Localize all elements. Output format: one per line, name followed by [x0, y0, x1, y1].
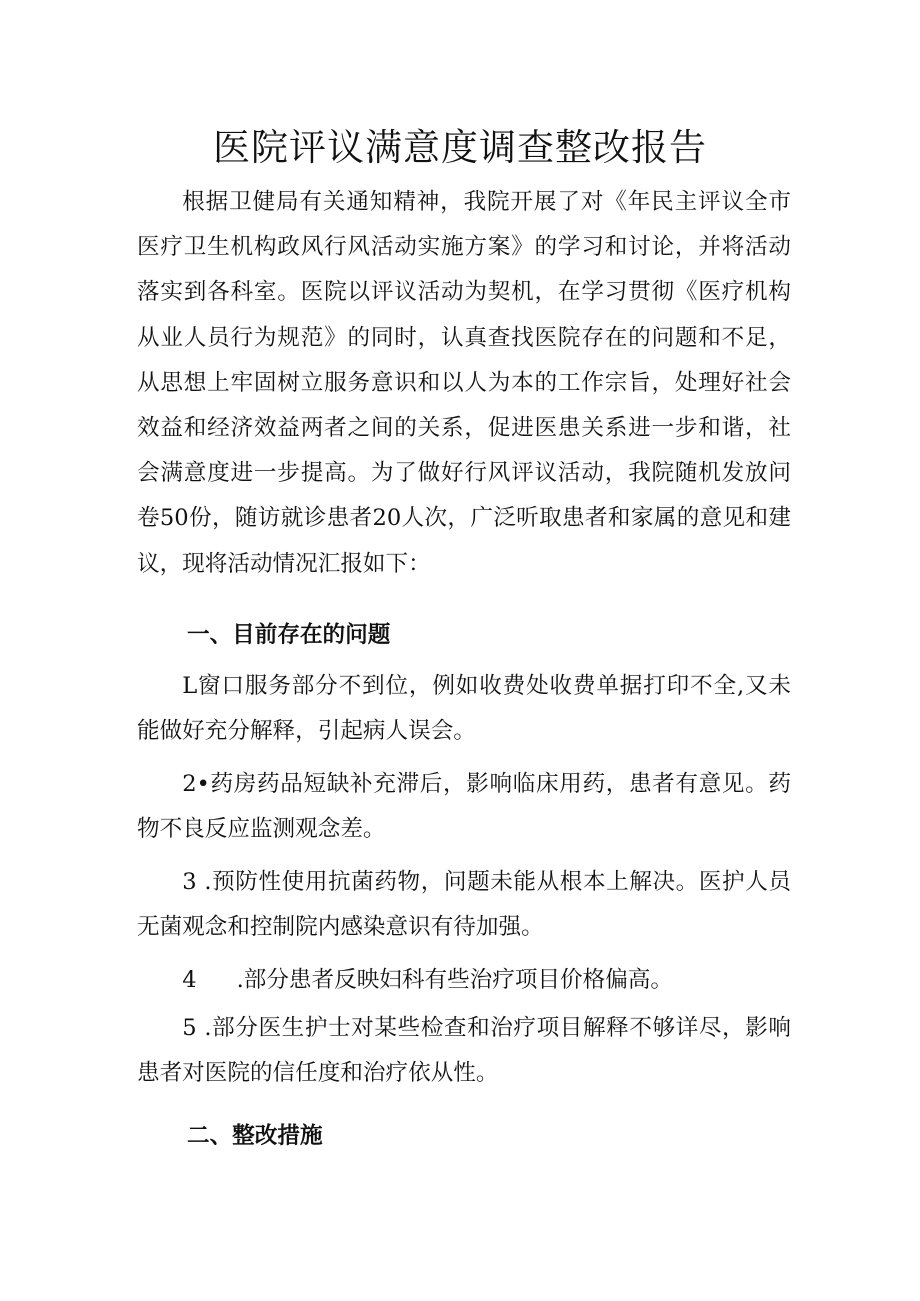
issue-item-3: 3 .预防性使用抗菌药物，问题未能从根本上解决。医护人员无菌观念和控制院内感染意识有待加强。 — [137, 869, 791, 941]
issue-item-5: 5 .部分医生护士对某些检查和治疗项目解释不够详尽，影响患者对医院的信任度和治疗依从性。 — [137, 1015, 791, 1087]
issue-item-2: 2•药房药品短缺补充滞后，影响临床用药，患者有意见。药物不良反应监测观念差。 — [137, 771, 791, 843]
intro-paragraph: 根据卫健局有关通知精神，我院开展了对《年民主评议全市医疗卫生机构政风行风活动实施方案》的学习和讨论，并将活动落实到各科室。医院以评议活动为契机，在学习贯彻《医疗机构从业人员行为规范》的同时，认真查找医院存在的问题和不足，从思想上牢固树立服务意识和以人为本的工作宗旨，处理好社会效益和经济效益两者之间的关系，促进医患关系进一步和谐，社会满意度进一步提高。为了做好行风评议活动，我院随机发放问卷50份，随访就诊患者20人次，广泛听取患者和家属的意见和建议，现将活动情况汇报如下： — [137, 189, 791, 577]
section1-heading: 一、目前存在的问题 — [187, 622, 391, 648]
document-title: 医院评议满意度调查整改报告 — [213, 126, 707, 169]
issue-item-4 — [137, 958, 791, 1003]
issue-item-4-text: .部分患者反映妇科有些治疗项目价格偏高。 — [236, 967, 674, 993]
section2-heading: 二、整改措施 — [187, 1123, 323, 1149]
issue-item-4-number: 4 — [182, 967, 197, 993]
issue-item-1: L窗口服务部分不到位，例如收费处收费单据打印不全,又未能做好充分解释，引起病人误会。 — [137, 673, 791, 745]
